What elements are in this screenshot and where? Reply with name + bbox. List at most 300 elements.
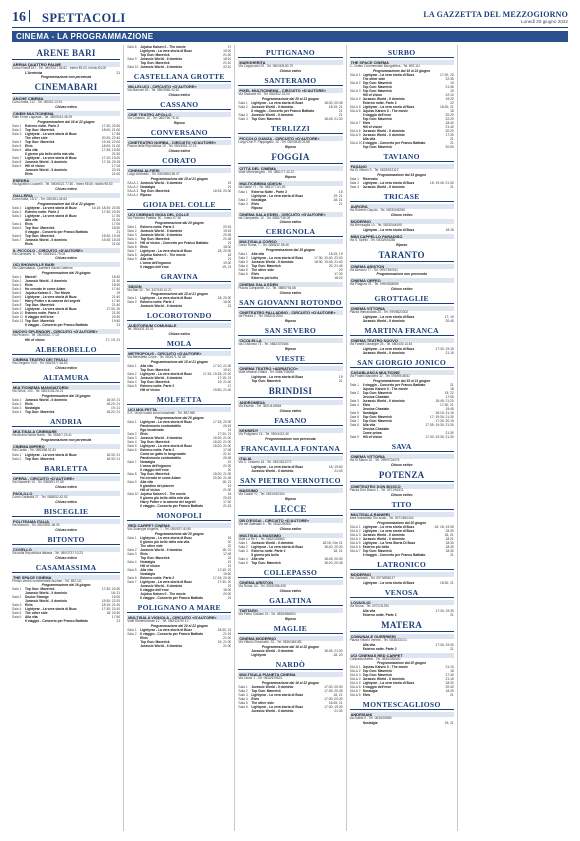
showtimes: 18:20 <box>334 276 343 281</box>
film-title: Il viaggio - Concerto per Franco Battiato <box>140 504 204 509</box>
showtimes: 19:15; 22:00 <box>101 139 121 144</box>
programme-note: Riposo <box>284 496 297 501</box>
programme-note: Chiuso estivo <box>279 408 302 413</box>
programme-note: Chiuso estivo <box>168 332 191 337</box>
showtimes: 18; 19:45; 21:30 <box>429 180 454 185</box>
screen-label <box>238 206 251 210</box>
cinema-name: MASSIMO <box>238 488 342 493</box>
cinema-address: via Pistoia 2 - Tel. 0882/412064 <box>238 314 283 319</box>
screen-label: SALA 2 <box>349 669 361 674</box>
showtimes: 20 <box>338 268 343 273</box>
screen-label: Sala 2 <box>349 391 359 396</box>
showtimes: 19 <box>227 180 232 185</box>
screen-label: Sala 2 <box>127 372 137 377</box>
film-title: Top Gun: Maverick <box>140 472 170 477</box>
cinema-name: THE SPACE CINEMA <box>12 575 120 580</box>
showtimes: 18:15; 21:15 <box>435 411 454 416</box>
film-title: Jurassic World - Il dominio <box>140 228 183 233</box>
film-title: Pandemonio controdattilo <box>140 424 182 429</box>
cinema-name: NUOVO SPLENDOR - CIRCUITO «D'AUTORE» <box>12 329 120 334</box>
screen-label: Sala 2 <box>127 631 137 636</box>
cinema-address: Via Corato - Tel. 0883/58.91.81 <box>12 447 57 452</box>
film-title: Alla vita <box>362 136 376 141</box>
cinema-address: Via Eschilo - Tel. 0831/418894 <box>238 403 282 408</box>
showtimes: 20:15 <box>223 496 232 501</box>
showtimes: 21:30 <box>223 488 232 493</box>
showtimes: 18:45; 21 <box>328 701 343 706</box>
cinema-name: MULTISALA VIGNOLA - CIRCUITO «D'AUTORE» <box>127 615 231 620</box>
film-title: Lightyear - La Vera Storia Di Buzz <box>362 540 416 545</box>
showtimes: 17:30; 19:30 <box>324 705 343 710</box>
film-title: Il giorno più bello della mia vita <box>140 496 190 501</box>
film-title: Jurassic World - Il dominio <box>251 104 294 109</box>
showtimes: 18:30 <box>445 548 454 553</box>
showtimes: 17:30; 20:30 <box>324 685 343 690</box>
showtimes: 19; 21:30 <box>217 639 232 644</box>
showtimes: 18:00; 21:00 <box>101 143 121 148</box>
cinema-address: Via Pitagora 78 - Tel. 099/4538555 <box>349 282 399 287</box>
screen-label: Sala 2 <box>238 545 248 550</box>
screening-row <box>127 304 231 308</box>
screen-label: Sala 4 <box>127 236 137 241</box>
film-title: Lightyear - La vera storia di Buzz <box>25 131 77 136</box>
city-heading: POTENZA <box>350 470 454 482</box>
cinema-name: CICOLELLA <box>238 338 342 343</box>
programme-note: Chiuso estivo <box>55 104 77 109</box>
film-title: Esterno più bello <box>251 276 279 281</box>
film-title: Ego incatenato <box>140 428 164 433</box>
film-title: Lightyear - La vera storia di Buzz <box>251 693 304 698</box>
cinema-address: Via Piccinni - Tel. 080/5542.77.02 <box>12 333 60 338</box>
film-title: Elvis <box>140 244 148 249</box>
film-title: Jurassic World - Il dominio <box>25 591 68 596</box>
showtimes: 17:50 <box>111 615 121 620</box>
cinema-name: CINEMA SALA EDEN - CIRCUITO «D'AUTORE» <box>238 212 342 217</box>
screening-row <box>350 647 454 651</box>
film-title: Jurassic World - Il dominio <box>25 398 68 403</box>
showtimes: 20 <box>227 468 232 473</box>
screen-label: Sala 3 <box>12 283 22 288</box>
city-heading: CASTELLANA GROTTE <box>127 72 231 82</box>
screen-label <box>350 553 363 557</box>
screen-label: Sala 1 <box>12 205 22 210</box>
showtimes: 18:40; 20:30 <box>324 545 343 550</box>
showtimes: 18:10; 21:20 <box>101 603 121 608</box>
film-title: Hill of vision <box>362 435 383 440</box>
showtimes: 18:30 <box>111 225 121 230</box>
cinema-name: MULTISALA CORSO <box>238 239 342 244</box>
screen-label: Sala 6 <box>127 576 137 581</box>
showtimes: 18 <box>450 108 454 113</box>
film-title: Lightyear - La vera storia di Buzz <box>362 180 415 185</box>
showtimes: 18:45; 21:30 <box>324 116 343 121</box>
programme-note: Chiuso estivo <box>279 589 302 594</box>
showtimes: 21 <box>227 304 232 309</box>
cinema-address: Via Marconi - Tel. 080/3951.36.30 <box>12 522 60 527</box>
screen-label: Sala 6 <box>12 233 22 238</box>
showtimes: 18 <box>227 492 232 497</box>
showtimes: 19 <box>338 374 343 379</box>
showtimes: 18:15; 19 <box>328 252 343 257</box>
programme-note: Riposo <box>284 347 297 352</box>
city-heading: MONTESCAGLIOSO <box>350 700 454 710</box>
screening-row <box>238 206 342 210</box>
showtimes: 17:15; 20:30 <box>213 576 232 581</box>
showtimes: 21:30 <box>111 279 121 284</box>
cinema-name: ANDRISANI <box>350 712 454 717</box>
showtimes: 18:30; 21 <box>106 398 121 403</box>
showtimes: 18:10 <box>223 57 232 61</box>
cinema-name: CINEMA TEATRO NUOVO <box>350 338 454 343</box>
cinema-name: MULTISALA CINEMARE <box>12 429 120 434</box>
showtimes: 21 <box>227 556 232 561</box>
screen-label: Sala 9 <box>349 435 359 440</box>
screen-label: Sala 9 <box>127 256 137 261</box>
screen-label: Sala 9 <box>127 57 137 61</box>
screening-row <box>127 504 231 508</box>
showtimes: 19; 22 <box>444 391 454 396</box>
showtimes: 19 <box>227 460 232 465</box>
film-title: Lightyear - La vera storia di Buzz <box>362 524 415 529</box>
screen-label: SALA 6 <box>349 108 361 113</box>
newspaper-name: LA GAZZETTA DEL MEZZOGIORNO <box>423 10 568 19</box>
screening-row <box>350 351 454 355</box>
cinema-address: Piazza Campanile, 10 - Tel. 0885/794.68 <box>238 286 296 291</box>
showtimes: 18:30 <box>111 283 121 288</box>
film-title: Jurassic World - Il dominio <box>251 112 294 117</box>
film-title: Jujutsu Kaisen 0 - The movie <box>140 45 186 49</box>
showtimes: 17; 19:30; 21:30 <box>429 415 454 420</box>
screen-label <box>350 145 363 149</box>
film-title: Jurassic World - Il dominio <box>25 237 68 242</box>
screen-label: Sala 3 <box>127 552 137 557</box>
screen-label: Sala 3 <box>238 112 248 117</box>
cinema-name: CINEMA VITTORIA <box>350 454 454 459</box>
showtimes: 21:30 <box>111 151 121 156</box>
film-title: Hill of vision <box>140 488 160 493</box>
screen-label <box>127 644 140 648</box>
showtimes: 19:45 <box>445 407 454 412</box>
showtimes: 21:40 <box>223 53 232 57</box>
showtimes: 17:35; 19:30 <box>101 147 121 152</box>
screen-label: SALA 3 <box>349 532 361 537</box>
showtimes: 20:20 <box>445 128 454 133</box>
showtimes: 21:45 <box>223 236 232 241</box>
showtimes: 17:30 <box>334 272 343 277</box>
film-title: Top Gun: Maverick <box>25 225 55 230</box>
showtimes: 17:30 <box>445 673 454 678</box>
screening-row <box>350 145 454 149</box>
cinema-address: Largo Arbarello - Tel. 080/3584.95.37 <box>127 171 180 176</box>
showtimes: 19; 21 <box>444 721 454 726</box>
film-title: Il viaggio - Concerto per Franco Battiato <box>25 323 88 328</box>
film-title: Lightyear - La vera storia di Buzz <box>25 452 77 457</box>
listing-columns <box>12 45 568 831</box>
film-title: Lightyear - La vera storia di Buzz <box>140 420 192 425</box>
film-title: Alla vita <box>25 147 38 152</box>
screen-label: SALA 8 <box>349 693 361 698</box>
screen-label: Sala 2 <box>12 127 22 132</box>
cinema-name: LOVAGLIO <box>350 600 454 605</box>
film-title: The other side <box>362 76 386 81</box>
showtimes: 17:40 <box>111 299 121 304</box>
showtimes: 21:10 <box>223 452 232 457</box>
showtimes: 21 <box>450 383 454 388</box>
film-title: Doctor Strange <box>25 595 49 600</box>
showtimes: 15:30; 19:15 <box>101 233 121 238</box>
screen-label: SALA 4 <box>349 536 361 541</box>
showtimes: 18:20; 21:30 <box>213 440 232 445</box>
programme-note: Chiuso estivo <box>390 492 413 497</box>
cinema-address: Viale Rimembranze 12 - Tel. 080/424.90.12 <box>127 619 189 624</box>
showtimes: 20:15 <box>111 167 121 172</box>
film-title: Top Gun: Maverick <box>25 303 55 308</box>
screen-label: Sala 6 <box>238 272 248 277</box>
film-title: Lightyear - La vera storia di Buzz <box>140 49 192 53</box>
screening-row <box>350 721 454 725</box>
screening-row <box>350 228 454 232</box>
screen-label: Sala 1 <box>12 123 22 128</box>
film-title: Top Gun: Maverick <box>140 61 170 65</box>
film-title: Alla vita <box>362 608 376 613</box>
showtimes: 17:35; 19:30; 21:30 <box>425 423 454 428</box>
programme-note: Programmazione dal 16 al 22 giugno <box>261 681 320 686</box>
city-heading: GRAVINA <box>127 272 231 282</box>
film-title: Esterno notte. Parte 2 <box>140 576 175 581</box>
showtimes: 17:30 <box>445 132 454 137</box>
showtimes: 18:20; 21 <box>106 402 121 407</box>
screen-label <box>350 613 363 617</box>
showtimes: 21:10 <box>223 61 232 65</box>
cinema-name: CINEMA ORFEO <box>350 278 454 283</box>
programme-note: Programmazione dal 15 giugno <box>266 248 315 253</box>
showtimes: 21 <box>450 693 454 698</box>
cinema-name: MARGHERITA <box>238 60 342 65</box>
city-heading: MONOPOLI <box>127 511 231 521</box>
film-title: Lightyear - La vera storia di Buzz <box>25 307 77 312</box>
showtimes: 17:30; 21 <box>440 403 454 408</box>
film-title: Top Gun: Maverick <box>140 440 170 445</box>
screen-label: SALA 2 <box>349 80 361 85</box>
showtimes: 21 <box>116 229 121 234</box>
screen-label <box>127 504 140 508</box>
showtimes: 21 <box>450 140 454 145</box>
programme-note: Programmazione non pervenuta <box>40 437 92 442</box>
film-title: Alla vita <box>140 256 153 261</box>
cinema-name: POLITEAMA ITALIA <box>12 519 120 524</box>
showtimes: 18; 21 <box>111 591 121 596</box>
film-title: Nostalgia <box>362 689 378 694</box>
screening-row <box>12 410 120 414</box>
showtimes: 18:30 <box>223 300 232 305</box>
screen-label: Sala 3 <box>12 131 22 136</box>
screen-label: SALA 7 <box>349 689 361 694</box>
cinema-address: C. Centro Commerciale Mongolfiera - Tel. 892.111 <box>349 64 421 68</box>
showtimes: 18:15; Ore 21 <box>322 541 343 546</box>
showtimes: 16:15; 18:30; 20:30 <box>91 205 121 210</box>
programme-note: Chiuso estivo <box>55 555 77 560</box>
city-heading: SAN SEVERO <box>238 326 342 336</box>
screen-label: Sala 5 <box>238 561 248 566</box>
film-title: Top Gun: Maverick <box>251 264 281 269</box>
film-title: Alla vita <box>251 557 265 562</box>
cinema-address: Viale Michelangelo - Tel. 0881/77.42.22 <box>238 169 295 174</box>
screening-row <box>238 561 342 565</box>
screening-row <box>350 185 454 189</box>
showtimes: 20:45 <box>223 232 232 237</box>
screening-row <box>127 644 231 648</box>
programme-note: Programmazione dal 20 al 21 giugno <box>261 96 320 101</box>
showtimes: 21 <box>450 184 454 189</box>
showtimes: 18:45; 20:30 <box>324 557 343 562</box>
screen-label: Sala 2 <box>238 689 248 694</box>
film-title: Il viaggio dell'eroe <box>140 264 169 269</box>
showtimes: 19:50 <box>223 572 232 577</box>
film-title: Elvis <box>140 432 148 437</box>
showtimes: 20:45 <box>445 319 454 324</box>
screen-label: Sala 1 <box>12 398 22 403</box>
cinema-name: AURORA <box>350 204 454 209</box>
film-title: Marcel! <box>25 275 37 280</box>
showtimes: 21:40 <box>111 303 121 308</box>
film-title: Il viaggio - Concerto per Franco Battiato <box>362 383 426 388</box>
showtimes: 21:00 <box>223 635 232 640</box>
film-title: Il viaggio - Concerto per Franco Battiato <box>362 140 426 145</box>
film-title: Jurassic World - Il dominio <box>362 677 405 682</box>
film-title: Il viaggio - Concerto per Franco Battiato <box>25 229 88 234</box>
city-heading: TARANTO <box>350 250 454 262</box>
film-title: Lightyear - La vera storia di Buzz <box>251 374 304 379</box>
film-title: Jessica Chastain <box>362 427 390 432</box>
screen-label: Sala 5 <box>127 384 137 389</box>
issue-date: Lunedì 20 giugno 2022 <box>520 19 568 24</box>
showtimes: 20:50 <box>445 144 454 149</box>
showtimes: 17:15; 20:30 <box>213 420 232 425</box>
programme-note: Riposo <box>284 617 297 622</box>
film-title: Alla vita <box>140 480 153 485</box>
showtimes: 18:30; 19:45; 21:40 <box>314 260 343 265</box>
screen-label: SALA 5 <box>349 540 361 545</box>
showtimes: 18; 21 <box>333 197 343 202</box>
screen-label: Sala 4 <box>238 264 248 269</box>
film-title: Lightyear - La vera storia di Buzz <box>251 545 304 550</box>
film-title: Top Gun: Maverick <box>251 378 281 383</box>
film-title: Il viaggio - Concerto per Franco Battiato <box>362 552 426 557</box>
film-title: Nostalgia <box>140 184 156 189</box>
film-title: Top Gun: Maverick <box>362 419 392 424</box>
showtimes: 18 <box>450 387 454 392</box>
screen-label: Sala 2 <box>127 300 137 305</box>
showtimes: 17:20; 20 <box>440 72 454 77</box>
screen-label <box>12 338 25 342</box>
film-title: The other side <box>251 268 274 273</box>
cinema-name: CASABLANCA MULTICINE <box>350 370 454 375</box>
screen-label: Sala 1 <box>127 296 137 301</box>
film-title: Jujutsu Kaisen 0 - The movie <box>140 592 186 597</box>
cinema-address: Via Caduti 70 - Tel. 0831/652154 <box>238 491 285 496</box>
film-title: Jurassic World - Il dominio <box>25 599 68 604</box>
screen-label: Sala 3 <box>349 399 359 404</box>
showtimes: 18; 20:30 <box>106 611 121 616</box>
film-title: Jurassic World - Il dominio <box>140 65 183 69</box>
programme-note: Chiuso estivo <box>55 527 77 532</box>
film-title: Top Gun: Maverick <box>140 368 170 373</box>
showtimes: 18:45; 21:20 <box>435 399 454 404</box>
showtimes: 18:30; 21 <box>106 452 121 457</box>
showtimes: 18 <box>450 669 454 674</box>
screen-label <box>350 721 363 725</box>
screen-label: Sala 2 <box>127 548 137 553</box>
showtimes: 21:15 <box>445 351 454 356</box>
cinema-name: ANDROMEDA <box>238 400 342 405</box>
film-title: Lightyear - La vera storia di Buzz <box>140 248 192 253</box>
film-title: Come un gatto in tangenziale <box>140 452 186 457</box>
showtimes: 19 <box>227 560 232 565</box>
city-heading: COLLEPASSO <box>238 568 342 578</box>
film-title: Top Gun: Maverick <box>362 80 392 85</box>
cinema-name: CINETEATRO NORBA - CIRCUITO «D'AUTORE» <box>127 140 231 145</box>
film-title: Top Gun: Maverick <box>140 556 170 561</box>
film-title: Elvis <box>25 241 33 246</box>
showtimes: 17:30; 20 <box>217 580 232 585</box>
cinema-address: Via Di Vittorio 9 - Tel. 0833/913112 <box>349 167 399 172</box>
cinema-address: Corso Italia, 112 - Tel. 080/52.13.91 <box>12 99 63 104</box>
screen-label: Sala 3 <box>238 260 248 265</box>
showtimes: 18; 20 <box>333 653 343 658</box>
city-heading: SAN GIOVANNI ROTONDO <box>239 298 342 308</box>
screen-label <box>12 71 25 75</box>
showtimes: 18:45; 21:30 <box>324 649 343 654</box>
film-title: Top Gun: Maverick <box>25 319 55 324</box>
screen-label <box>238 653 251 657</box>
cinema-name: CINEMA MODERNO <box>238 636 342 641</box>
city-heading: POLIGNANO A MARE <box>127 603 231 613</box>
cinema-address: Tel. 080/431.30.01 <box>127 327 154 332</box>
film-title: Jujutsu Kaisen 0 - The movie <box>140 492 186 497</box>
showtimes: 17:30; 19:15 <box>435 347 454 352</box>
showtimes: 19:50; 21:40 <box>213 388 232 393</box>
showtimes: 20:45 <box>223 456 232 461</box>
screen-label: Sala 1 <box>238 685 248 690</box>
film-title: Hill of vision <box>25 338 45 343</box>
film-title: Il viaggio dell'eroe <box>140 588 169 593</box>
film-title: Esterno notte. Parte 2 <box>25 311 60 316</box>
newspaper-page <box>12 10 568 832</box>
screen-label: SALA 1 <box>349 524 361 529</box>
cinema-name: CINETEATRO PALLADINO - CIRCUITO «D'AUTORE» <box>238 310 342 315</box>
programme-note: Programmazione dal 15 al 21 giugno <box>150 360 208 365</box>
screen-label: Sala 8 <box>127 252 137 257</box>
showtimes: 17:45 <box>223 448 232 453</box>
screen-label: Sala 5 <box>349 411 359 416</box>
screen-label <box>350 647 363 651</box>
screen-label: Sala 6 <box>12 615 22 620</box>
cinema-address: Via Cappuccini 29 - Tel. 080/405.83.79 <box>238 64 294 68</box>
listing-column <box>346 45 457 831</box>
city-heading: TITO <box>350 500 454 510</box>
showtimes: 21:00 <box>111 241 121 246</box>
programme-note: Programmazione dal 15 al 21 giugno <box>373 379 431 384</box>
screen-label: Sala 2 <box>349 180 359 185</box>
showtimes: 17:15 <box>111 163 121 168</box>
screen-label <box>238 276 251 280</box>
film-title: Lightyear - La vera storia di Buzz <box>362 580 415 585</box>
film-title: Top Gun: Maverick <box>362 116 392 121</box>
cinema-address: Viale Lo Re 1 - Tel. 0832/305563 <box>238 536 285 541</box>
showtimes: 18; 19:50 <box>328 464 343 469</box>
showtimes: 17:30; 21 <box>217 432 232 437</box>
film-title: Hill of vision <box>140 388 160 393</box>
